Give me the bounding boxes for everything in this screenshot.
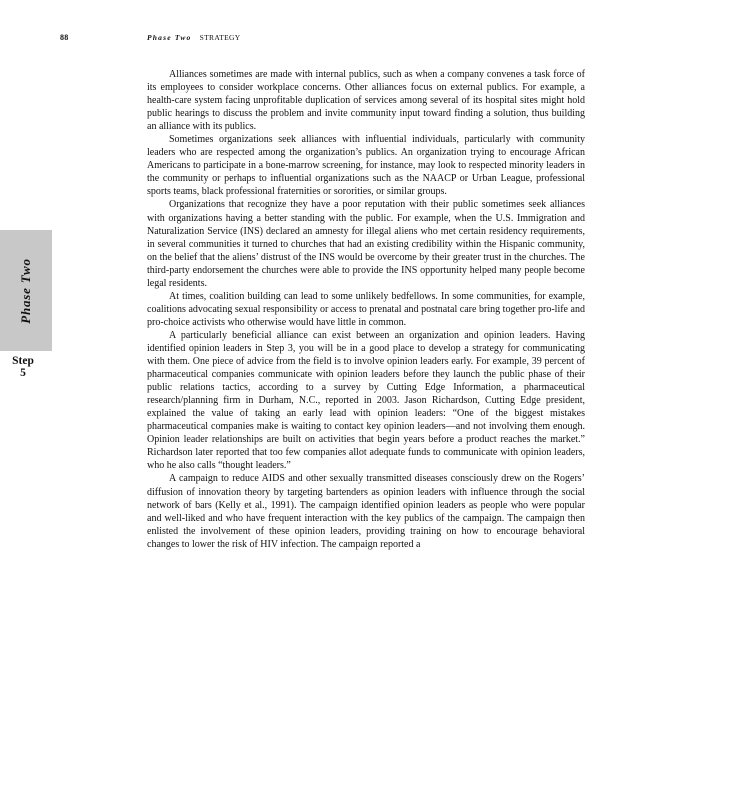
paragraph: Organizations that recognize they have a poor reputation with their public sometimes seek alliances with organizations having a better standing with the public. For example, when the U.S. Immigration and Naturalization Service (INS) declared an amnesty for illegal aliens who met certain residency requirements, in several communities it turned to churches that had an existing credibility within the Hispanic community, on the belief that the aliens’ distrust of the INS would be overcome by their greater trust in the churches. The third-party endorsement the churches were able to provide the INS opportunity helped many people become legal residents. bbox=[147, 199, 585, 289]
running-head-phase: Phase Two bbox=[147, 33, 192, 42]
paragraph: Alliances sometimes are made with internal publics, such as when a company convenes a task force of its employees to consider workplace concerns. Other alliances focus on external publics. For example, a health-care system facing unprofitable duplication of services among several of its hospital sites might hold public hearings to discuss the problem and invite community input toward finding a solution, thus building an alliance with its publics. bbox=[147, 69, 585, 133]
paragraph: A campaign to reduce AIDS and other sexually transmitted diseases consciously drew on the Rogers’ diffusion of innovation theory by targeting bartenders as opinion leaders with influence through the social network of bars (Kelly et al., 1991). The campaign identified opinion leaders as people who were popular and well-liked and who have frequent interaction with the key publics of the campaign. The campaign then enlisted the involvement of these opinion leaders, providing training on how to encourage behavioral changes to lower the risk of HIV infection. The campaign reported a bbox=[147, 473, 585, 550]
paragraph: A particularly beneficial alliance can exist between an organization and opinion leaders. Having identified opinion leaders in Step 3, you will be in a good place to develop a strategy for communicating with them. One piece of advice from the field is to involve opinion leaders early. For example, 39 percent of pharmaceutical companies communicate with opinion leaders before they launch the public phase of their public relations tactics, according to a survey by Cutting Edge Information, a pharmaceutical research/planning firm in Durham, N.C., reported in 2003. Jason Richardson, Cutting Edge president, explained the value of taking an early lead with opinion leaders: “One of the biggest mistakes pharmaceutical companies make is waiting to contact key opinion leaders—and not involving them enough. Opinion leader relationships are built on activities that begin years before a product reaches the market.” Richardson later reported that too few companies allot adequate funds to communicate with opinion leaders, who he also calls “thought leaders.” bbox=[147, 329, 585, 472]
body-text bbox=[147, 68, 585, 551]
side-tab-label: Phase Two bbox=[18, 257, 33, 324]
paragraph: At times, coalition building can lead to some unlikely bedfellows. In some communities, for example, coalitions advocating sexual responsibility or access to prenatal and postnatal care bring together pro-life and pro-choice activists who otherwise would have little in common. bbox=[147, 290, 585, 328]
running-head-title: STRATEGY bbox=[199, 33, 241, 42]
page-number: 88 bbox=[60, 33, 69, 42]
paragraph: Sometimes organizations seek alliances with influential individuals, particularly with community leaders who are respected among the organization’s publics. An organization trying to encourage African Americans to participate in a bone-marrow screening, for instance, may look to respected minority leaders in the community or perhaps to influential organizations such as the NAACP or Urban League, professional sports teams, black professional fraternities or sororities, or similar groups. bbox=[147, 134, 585, 198]
step-marker bbox=[8, 355, 38, 379]
side-tab bbox=[0, 230, 52, 351]
step-number: 5 bbox=[20, 367, 26, 379]
running-head bbox=[147, 33, 240, 42]
step-label: Step bbox=[12, 355, 34, 367]
